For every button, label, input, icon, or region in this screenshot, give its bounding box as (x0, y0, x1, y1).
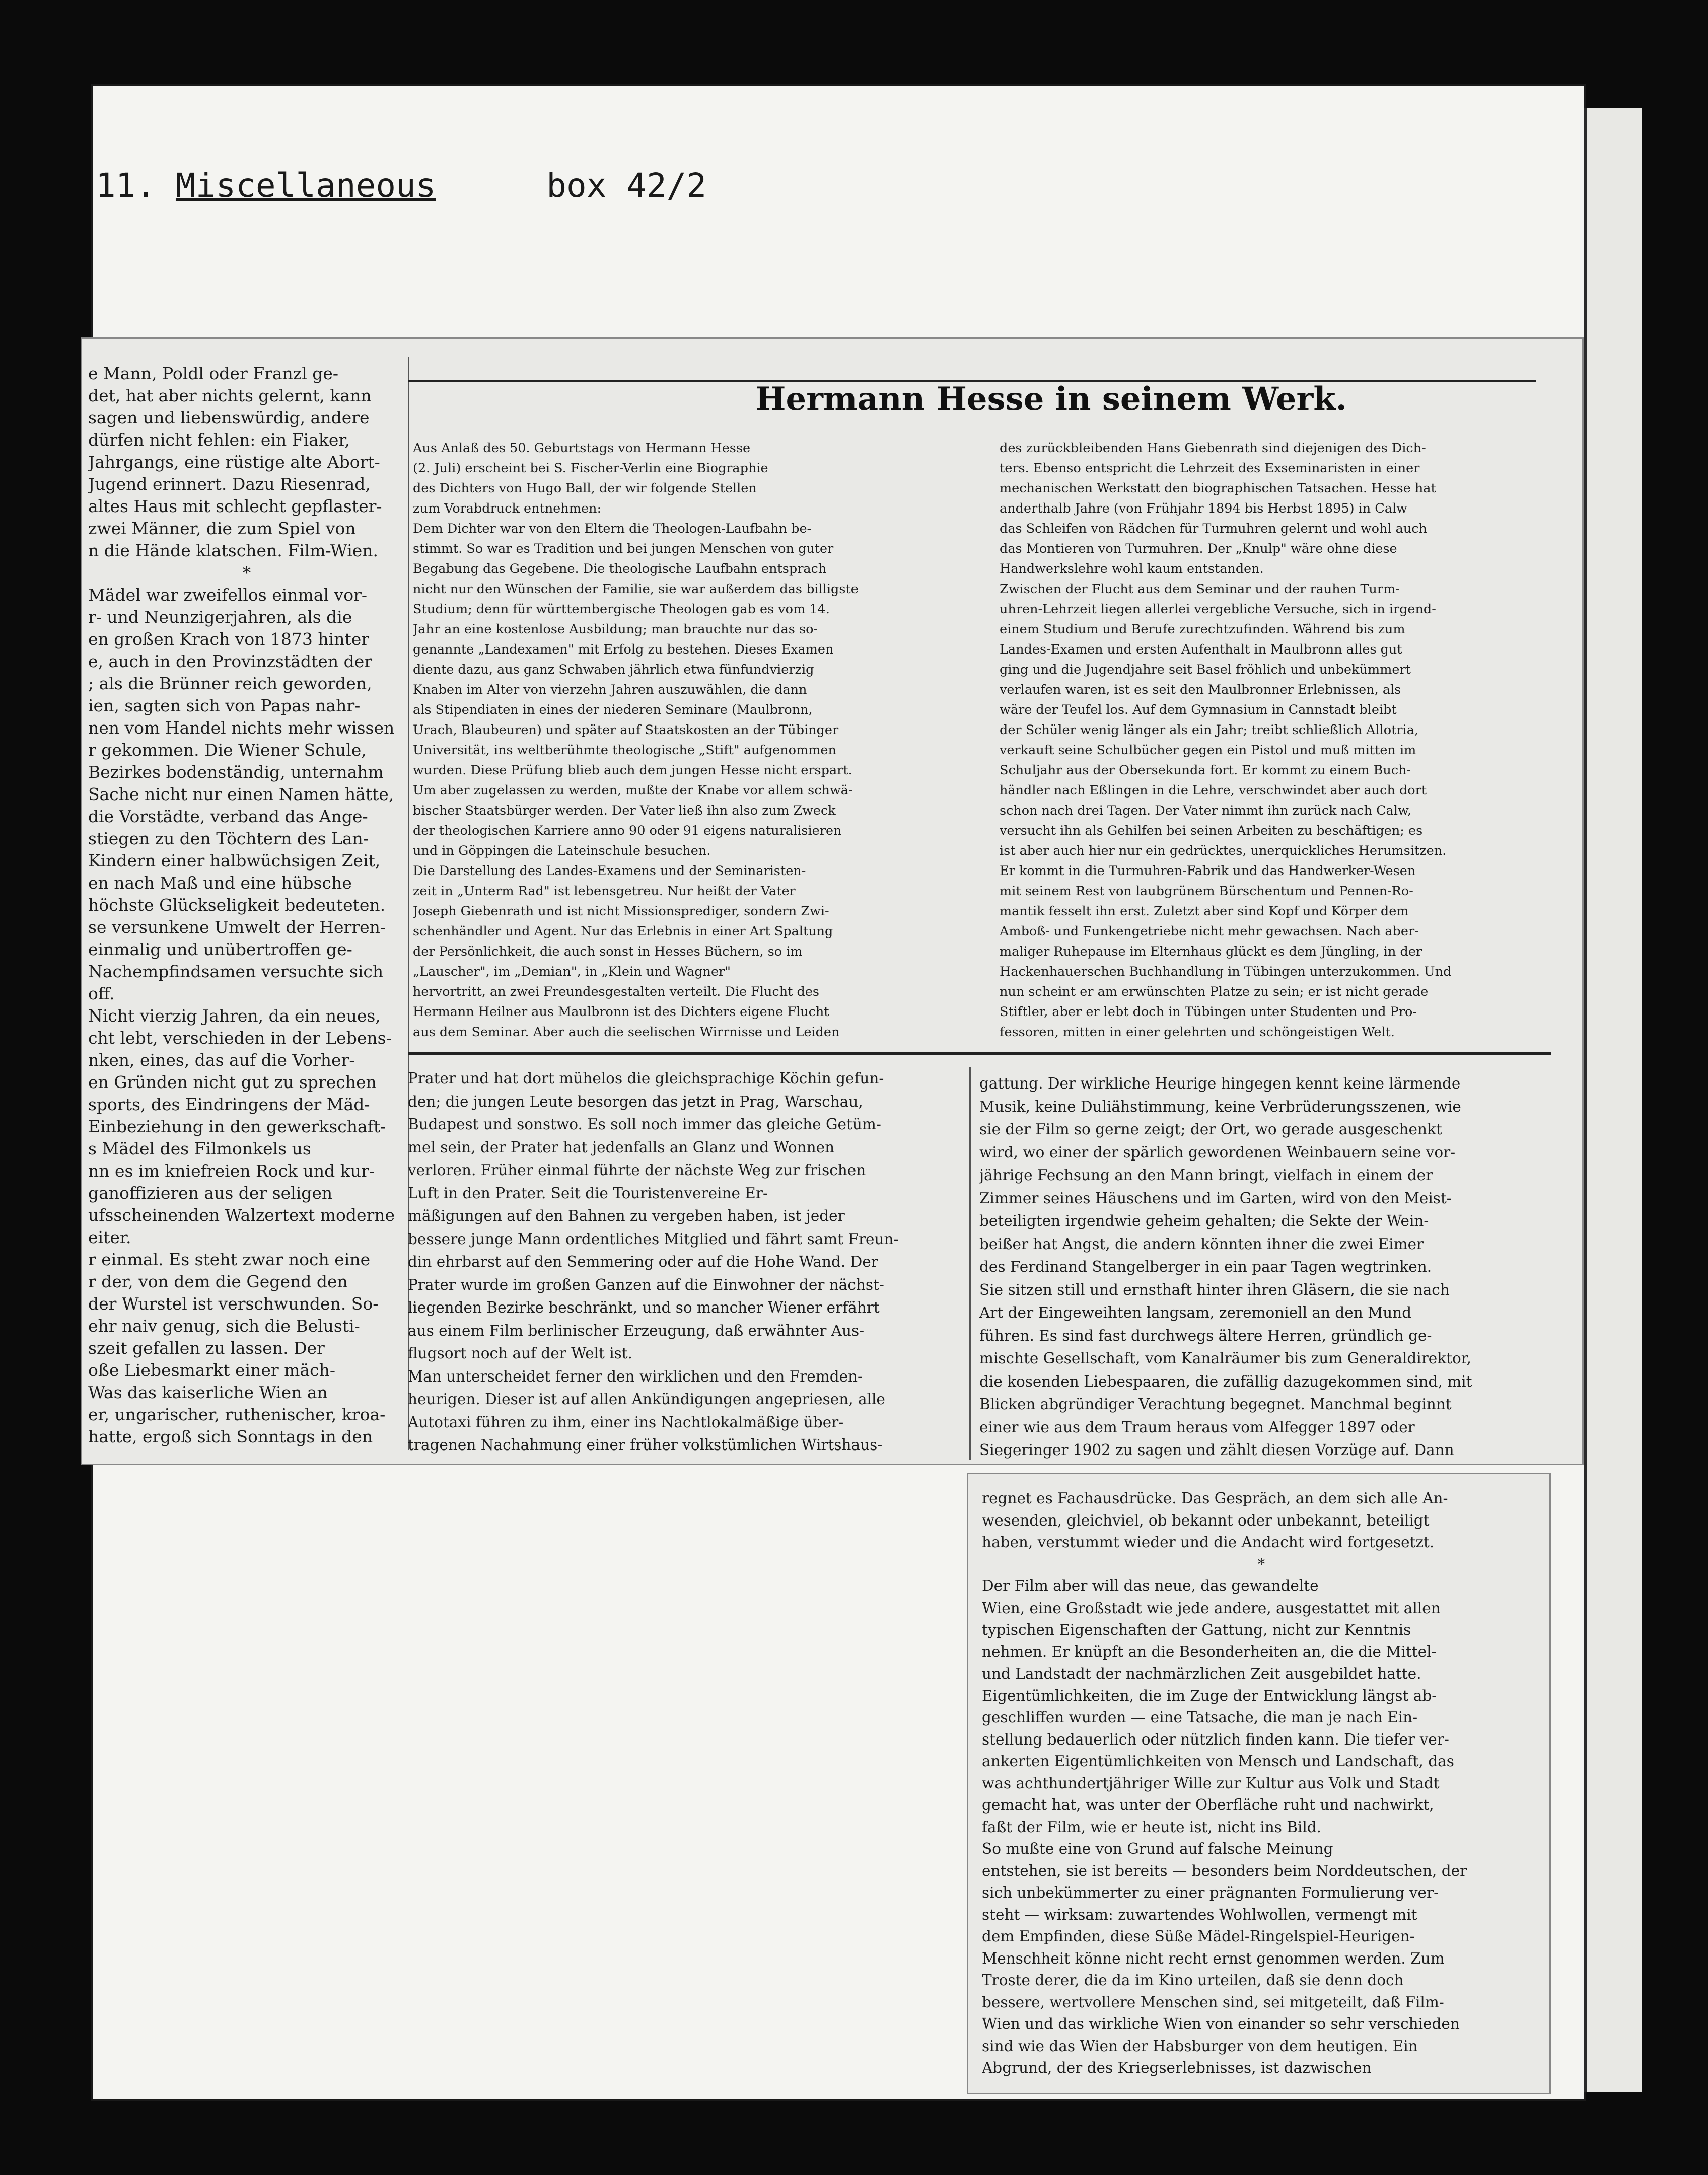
right-column-text (979, 1072, 1543, 1462)
text-line: Begabung das Gegebene. Die theologische Laufbahn entsprach (413, 561, 827, 576)
text-line: szeit gefallen zu lassen. Der (88, 1338, 325, 1358)
newspaper-clipping-lower (967, 1473, 1551, 2094)
text-line: nehmen. Er knüpft an die Besonderheiten an, die die Mittel- (982, 1643, 1437, 1660)
text-line: Landes-Examen und ersten Aufenthalt in Maulbronn alles gut (1000, 642, 1402, 657)
text-line: nken, eines, das auf die Vorher- (88, 1050, 355, 1070)
text-line: Nicht vierzig Jahren, da ein neues, (88, 1006, 381, 1026)
text-line: Jahrgangs, eine rüstige alte Abort- (88, 452, 380, 472)
text-line: verlaufen waren, ist es seit den Maulbronner Erlebnissen, als (1000, 682, 1401, 697)
right-column (979, 1072, 1543, 1465)
text-line: r gekommen. Die Wiener Schule, (88, 740, 367, 760)
text-line: aus einem Film berlinischer Erzeugung, daß erwähnter Aus- (408, 1322, 865, 1339)
text-line: beißer hat Angst, die andern könnten ihner die zwei Eimer (979, 1235, 1424, 1253)
text-line: Prater wurde im großen Ganzen auf die Einwohner der nächst- (408, 1276, 884, 1293)
text-line: sagen und liebenswürdig, andere (88, 408, 370, 427)
text-line: Art der Eingeweihten langsam, zeremoniell an den Mund (979, 1304, 1412, 1321)
text-line: führen. Es sind fast durchwegs ältere Herren, gründlich ge- (979, 1327, 1432, 1344)
text-line: wurden. Diese Prüfung blieb auch dem jungen Hesse nicht erspart. (413, 763, 852, 778)
header-category: Miscellaneous (175, 166, 436, 205)
text-line: tragenen Nachahmung einer früher volkstümlichen Wirtshaus- (408, 1436, 883, 1454)
text-line: zwei Männer, die zum Spiel von (88, 519, 356, 538)
text-line: Zimmer seines Häuschens und im Garten, wird von den Meist- (979, 1189, 1452, 1207)
text-line: Sie sitzen still und ernsthaft hinter ihren Gläsern, die sie nach (979, 1281, 1450, 1298)
text-line: din ehrbarst auf den Semmering oder auf die Hohe Wand. Der (408, 1253, 878, 1270)
text-line: cht lebt, verschieden in der Lebens- (88, 1028, 392, 1048)
text-line: des zurückbleibenden Hans Giebenrath sind diejenigen des Dich- (1000, 441, 1426, 456)
text-line: als Stipendiaten in eines der niederen Seminare (Maulbronn, (413, 702, 813, 717)
text-line: (2. Juli) erscheint bei S. Fischer-Verlin eine Biographie (413, 461, 768, 476)
text-line: der Persönlichkeit, die auch sonst in Hesses Büchern, so im (413, 944, 803, 959)
text-line: r der, von dem die Gegend den (88, 1272, 348, 1291)
text-line: Zwischen der Flucht aus dem Seminar und der rauhen Turm- (1000, 582, 1400, 597)
text-line: oße Liebesmarkt einer mäch- (88, 1360, 335, 1380)
text-line: det, hat aber nichts gelernt, kann (88, 386, 372, 405)
text-line: ien, sagten sich von Papas nahr- (88, 696, 361, 715)
text-line: verkauft seine Schulbücher gegen ein Pistol und muß mitten im (1000, 743, 1416, 758)
text-line: das Schleifen von Rädchen für Turmuhren gelernt und wohl auch (1000, 521, 1427, 536)
hesse-column-2 (1000, 438, 1563, 1042)
text-line: ist aber auch hier nur ein gedrücktes, unerquickliches Herumsitzen. (1000, 843, 1447, 858)
text-line: ters. Ebenso entspricht die Lehrzeit des Exseminaristen in einer (1000, 461, 1420, 476)
text-line: eiter. (88, 1227, 131, 1247)
hesse-column-2-text (1000, 438, 1563, 1042)
sheet-edge (1584, 108, 1642, 2092)
text-line: Die Darstellung des Landes-Examens und der Seminaristen- (413, 863, 806, 879)
text-line: mechanischen Werkstatt den biographischen Tatsachen. Hesse hat (1000, 481, 1436, 496)
text-line: Siegeringer 1902 zu sagen und zählt diesen Vorzüge auf. Dann (979, 1441, 1454, 1459)
text-line: mantik fesselt ihn erst. Zuletzt aber sind Kopf und Körper dem (1000, 904, 1409, 919)
text-line: Jahr an eine kostenlose Ausbildung; man brauchte nur das so- (413, 622, 818, 637)
text-line: höchste Glückseligkeit bedeuteten. (88, 895, 386, 915)
text-line: verloren. Früher einmal führte der nächste Weg zur frischen (408, 1162, 866, 1179)
text-line: bessere junge Mann ordentliches Mitglied und fährt samt Freun- (408, 1230, 899, 1248)
text-line: r- und Neunzigerjahren, als die (88, 607, 352, 627)
text-line: Wien und das wirkliche Wien von einander so sehr verschieden (982, 2015, 1460, 2033)
text-line: Dem Dichter war von den Eltern die Theologen-Laufbahn be- (413, 521, 812, 536)
text-line: händler nach Eßlingen in die Lehre, verschwindet aber auch dort (1000, 783, 1427, 798)
hesse-column-1-text (413, 438, 982, 1042)
text-line: dürfen nicht fehlen: ein Fiaker, (88, 430, 350, 450)
text-line: Musik, keine Duliähstimmung, keine Verbrüderungsszenen, wie (979, 1098, 1461, 1115)
text-line: nen vom Handel nichts mehr wissen (88, 718, 395, 738)
text-line: Handwerkslehre wohl kaum entstanden. (1000, 561, 1264, 576)
text-line: anderthalb Jahre (von Frühjahr 1894 bis Herbst 1895) in Calw (1000, 501, 1407, 516)
text-line: die kosenden Liebespaaren, die zufällig dazugekommen sind, mit (979, 1372, 1472, 1390)
text-line: ganoffizieren aus der seligen (88, 1183, 333, 1203)
text-line: stellung bedauerlich oder nützlich finden kann. Die tiefer ver- (982, 1730, 1449, 1748)
text-line: r einmal. Es steht zwar noch eine (88, 1250, 371, 1269)
text-line: Universität, ins weltberühmte theologische „Stift" aufgenommen (413, 743, 836, 758)
text-line: Troste derer, die da im Kino urteilen, daß sie denn doch (982, 1972, 1404, 1989)
text-line: und in Göppingen die Lateinschule besuchen. (413, 843, 711, 858)
text-line: Amboß- und Funkengetriebe nicht mehr gewachsen. Nach aber- (1000, 924, 1419, 939)
text-line: hervortritt, an zwei Freundesgestalten verteilt. Die Flucht des (413, 984, 820, 999)
text-line: einmalig und unübertroffen ge- (88, 939, 352, 959)
text-line: Sache nicht nur einen Namen hätte, (88, 784, 394, 804)
text-line: Er kommt in die Turmuhren-Fabrik und das Handwerker-Wesen (1000, 863, 1416, 879)
text-line: liegenden Bezirke beschränkt, und so mancher Wiener erfährt (408, 1299, 880, 1316)
text-line: gattung. Der wirkliche Heurige hingegen kennt keine lärmende (979, 1075, 1461, 1092)
text-line: und Landstadt der nachmärzlichen Zeit ausgebildet hatte. (982, 1665, 1421, 1682)
text-line: nn es im kniefreien Rock und kur- (88, 1161, 375, 1181)
text-line: Hermann Heilner aus Maulbronn ist des Dichters eigene Flucht (413, 1004, 829, 1020)
text-line: Stiftler, aber er lebt doch in Tübingen unter Studenten und Pro- (1000, 1004, 1417, 1020)
article-title: Hermann Hesse in seinem Werk. (755, 380, 1347, 418)
text-line: heurigen. Dieser ist auf allen Ankündigungen angepriesen, alle (408, 1391, 885, 1408)
text-line: gemacht hat, was unter der Oberfläche ruht und nachwirkt, (982, 1796, 1434, 1814)
text-line: die Vorstädte, verband das Ange- (88, 807, 368, 826)
text-line: sich unbekümmerter zu einer prägnanten Formulierung ver- (982, 1884, 1439, 1901)
text-line: Prater und hat dort mühelos die gleichsprachige Köchin gefun- (408, 1070, 884, 1087)
text-line: der Wurstel ist verschwunden. So- (88, 1294, 379, 1314)
text-line: Menschheit könne nicht recht ernst genommen werden. Zum (982, 1949, 1445, 1967)
text-line: einer wie aus dem Traum heraus vom Alfegger 1897 oder (979, 1418, 1415, 1436)
text-line: entstehen, sie ist bereits — besonders beim Norddeutschen, der (982, 1862, 1467, 1879)
column-divider-2 (969, 1067, 971, 1460)
text-line: stimmt. So war es Tradition und bei jungen Menschen von guter (413, 541, 834, 556)
text-line: haben, verstummt wieder und die Andacht wird fortgesetzt. (982, 1534, 1435, 1551)
text-line: nun scheint er am erwünschten Platze zu sein; er ist nicht gerade (1000, 984, 1429, 999)
text-line: ging und die Jugendjahre seit Basel fröhlich und unbekümmert (1000, 662, 1411, 677)
text-line: Man unterscheidet ferner den wirklichen und den Fremden- (408, 1367, 863, 1385)
text-line: Der Film aber will das neue, das gewandelte (982, 1577, 1319, 1594)
text-line: schenhändler und Agent. Nur das Erlebnis in einer Art Spaltung (413, 924, 833, 939)
text-line: Abgrund, der des Kriegserlebnisses, ist dazwischen (982, 2059, 1372, 2076)
text-line: Jugend erinnert. Dazu Riesenrad, (88, 474, 371, 494)
text-line: „Lauscher", im „Demian", in „Klein und Wagner" (413, 964, 731, 979)
text-line: schon nach drei Tagen. Der Vater nimmt ihn zurück nach Calw, (1000, 803, 1411, 818)
text-line: se versunkene Umwelt der Herren- (88, 917, 386, 937)
text-line: Was das kaiserliche Wien an (88, 1383, 328, 1402)
text-line: Aus Anlaß des 50. Geburtstags von Hermann Hesse (413, 441, 751, 456)
text-line: wäre der Teufel los. Auf dem Gymnasium in Cannstadt bleibt (1000, 702, 1397, 717)
text-line: typischen Eigenschaften der Gattung, nicht zur Kenntnis (982, 1621, 1411, 1638)
text-line: jährige Fechsung an den Mann bringt, vielfach in einem der (979, 1167, 1433, 1184)
text-line: Blicken abgründiger Verachtung begegnet. Manchmal beginnt (979, 1396, 1452, 1413)
text-line: bischer Staatsbürger werden. Der Vater ließ ihn also zum Zweck (413, 803, 836, 818)
text-line: hatte, ergoß sich Sonntags in den (88, 1427, 373, 1446)
text-line: mit seinem Rest von laubgrünem Bürschentum und Pennen-Ro- (1000, 884, 1413, 899)
text-line: des Ferdinand Stangelberger in ein paar Tagen wegtrinken. (979, 1258, 1432, 1275)
text-line: Eigentümlichkeiten, die im Zuge der Entwicklung längst ab- (982, 1687, 1437, 1704)
text-line: Wien, eine Großstadt wie jede andere, ausgestattet mit allen (982, 1599, 1441, 1617)
text-line: das Montieren von Turmuhren. Der „Knulp" wäre ohne diese (1000, 541, 1397, 556)
text-line: ufsscheinenden Walzertext moderne (88, 1205, 395, 1225)
text-line: Einbeziehung in den gewerkschaft- (88, 1117, 386, 1136)
text-line: des Dichters von Hugo Ball, der wir folgende Stellen (413, 481, 757, 496)
middle-column (408, 1067, 964, 1460)
text-line: Autotaxi führen zu ihm, einer ins Nachtlokalmäßige über- (408, 1413, 844, 1431)
text-line: Um aber zugelassen zu werden, mußte der Knabe vor allem schwä- (413, 783, 853, 798)
lower-right-column-text (982, 1488, 1541, 2079)
left-column (88, 362, 405, 1450)
text-line: zeit in „Unterm Rad" ist lebensgetreu. Nur heißt der Vater (413, 884, 796, 899)
text-line: So mußte eine von Grund auf falsche Meinung (982, 1840, 1333, 1857)
text-line: Schuljahr aus der Obersekunda fort. Er kommt zu einem Buch- (1000, 763, 1411, 778)
middle-column-text (408, 1067, 964, 1457)
text-line: Bezirkes bodenständig, unternahm (88, 762, 384, 782)
text-line: er, ungarischer, ruthenischer, kroa- (88, 1405, 386, 1424)
text-line: s Mädel des Filmonkels us (88, 1139, 311, 1158)
text-line: uhren-Lehrzeit liegen allerlei vergebliche Versuche, sich in irgend- (1000, 602, 1436, 617)
text-line: beteiligten irgendwie geheim gehalten; die Sekte der Wein- (979, 1212, 1429, 1229)
text-line: nicht nur den Wünschen der Familie, sie war außerdem das billigste (413, 582, 859, 597)
text-line: ehr naiv genug, sich die Belusti- (88, 1316, 360, 1336)
text-line: Knaben im Alter von vierzehn Jahren auszuwählen, die dann (413, 682, 807, 697)
text-line: off. (88, 984, 115, 1003)
text-line: mel sein, der Prater hat jedenfalls an Glanz und Wonnen (408, 1138, 835, 1156)
text-line: mäßigungen auf den Bahnen zu vergeben haben, ist jeder (408, 1207, 845, 1224)
text-line: ; als die Brünner reich geworden, (88, 674, 372, 693)
text-line: Kindern einer halbwüchsigen Zeit, (88, 851, 381, 871)
text-line: versucht ihn als Gehilfen bei seinen Arbeiten zu beschäftigen; es (1000, 823, 1423, 838)
text-line: dem Empfinden, diese Süße Mädel-Ringelspiel-Heurigen- (982, 1928, 1415, 1945)
hesse-column-1 (413, 438, 982, 1042)
text-line: Budapest und sonstwo. Es soll noch immer das gleiche Getüm- (408, 1116, 881, 1133)
archive-header (96, 166, 706, 205)
text-line: der Schüler wenig länger als ein Jahr; treibt schließlich Allotria, (1000, 722, 1419, 738)
text-line: Luft in den Prater. Seit die Touristenvereine Er- (408, 1184, 768, 1202)
text-line: n die Hände klatschen. Film-Wien. (88, 541, 379, 560)
text-line: aus dem Seminar. Aber auch die seelischen Wirrnisse und Leiden (413, 1025, 840, 1040)
text-line: Studium; denn für württembergische Theologen gab es vom 14. (413, 602, 830, 617)
text-line: Hackenhauerschen Buchhandlung in Tübingen unterzukommen. Und (1000, 964, 1452, 979)
text-line: sind wie das Wien der Habsburger von dem heutigen. Ein (982, 2037, 1418, 2055)
text-line: der theologischen Karriere anno 90 oder 91 eigens naturalisieren (413, 823, 842, 838)
text-line: steht — wirksam: zuwartendes Wohlwollen, vermengt mit (982, 1906, 1417, 1923)
text-line: genannte „Landexamen" mit Erfolg zu bestehen. Dieses Examen (413, 642, 834, 657)
text-line: en nach Maß und eine hübsche (88, 873, 352, 893)
text-line: en großen Krach von 1873 hinter (88, 629, 370, 649)
text-line: maliger Ruhepause im Elternhaus glückt es dem Jüngling, in der (1000, 944, 1422, 959)
text-line: faßt der Film, wie er heute ist, nicht ins Bild. (982, 1818, 1322, 1836)
text-line: Mädel war zweifellos einmal vor- (88, 585, 367, 605)
text-line: zum Vorabdruck entnehmen: (413, 501, 602, 516)
text-line: Nachempfindsamen versuchte sich (88, 962, 384, 981)
header-prefix: 11. (96, 166, 156, 205)
text-line: sie der Film so gerne zeigt; der Ort, wo gerade ausgeschenkt (979, 1121, 1442, 1138)
text-line: einem Studium und Berufe zurechtzufinden. Während bis zum (1000, 622, 1405, 637)
text-line: wird, wo einer der spärlich gewordenen Weinbauern seine vor- (979, 1143, 1456, 1161)
article-bottom-rule (408, 1052, 1551, 1055)
text-line: fessoren, mitten in einer gelehrten und schöngeistigen Welt. (1000, 1025, 1395, 1040)
left-column-text (88, 362, 405, 1448)
text-line: was achthundertjähriger Wille zur Kultur aus Volk und Stadt (982, 1774, 1440, 1792)
text-line: sports, des Eindringens der Mäd- (88, 1095, 370, 1114)
text-line: wesenden, gleichviel, ob bekannt oder unbekannt, beteiligt (982, 1511, 1430, 1529)
text-line: diente dazu, aus ganz Schwaben jährlich etwa fünfundvierzig (413, 662, 814, 677)
text-line: e Mann, Poldl oder Franzl ge- (88, 364, 339, 383)
text-line: * (1257, 1555, 1265, 1573)
text-line: en Gründen nicht gut zu sprechen (88, 1072, 377, 1092)
text-line: stiegen zu den Töchtern des Lan- (88, 829, 369, 848)
text-line: flugsort noch auf der Welt ist. (408, 1345, 633, 1362)
text-line: Urach, Blaubeuren) und später auf Staatskosten an der Tübinger (413, 722, 839, 738)
text-line: ankerten Eigentümlichkeiten von Mensch und Landschaft, das (982, 1753, 1454, 1770)
text-line: geschliffen wurden — eine Tatsache, die man je nach Ein- (982, 1709, 1418, 1726)
text-line: Joseph Giebenrath und ist nicht Missionsprediger, sondern Zwi- (413, 904, 829, 919)
text-line: * (242, 563, 251, 583)
text-line: altes Haus mit schlecht gepflaster- (88, 496, 382, 516)
text-line: den; die jungen Leute besorgen das jetzt in Prag, Warschau, (408, 1093, 863, 1110)
text-line: regnet es Fachausdrücke. Das Gespräch, an dem sich alle An- (982, 1490, 1448, 1507)
text-line: mischte Gesellschaft, vom Kanalräumer bis zum Generaldirektor, (979, 1350, 1471, 1367)
text-line: bessere, wertvollere Menschen sind, sei mitgeteilt, daß Film- (982, 1993, 1444, 2011)
text-line: e, auch in den Provinzstädten der (88, 651, 372, 671)
lower-right-column (982, 1488, 1541, 2087)
header-box: box 42/2 (546, 166, 707, 205)
